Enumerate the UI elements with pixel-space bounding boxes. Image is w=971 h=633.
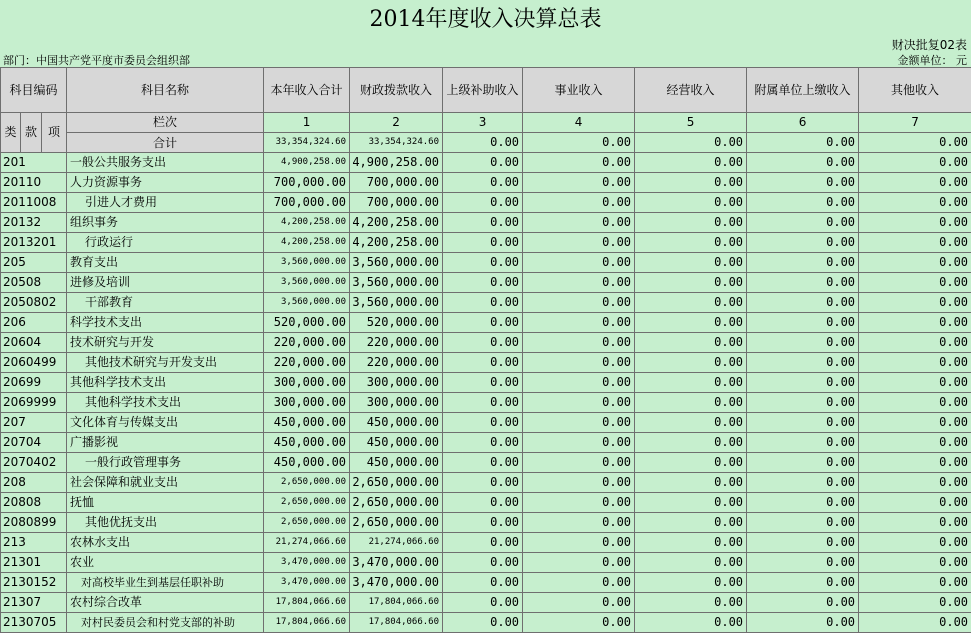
- amount-zero: 0.00: [443, 513, 523, 533]
- subject-name: 引进人才费用: [67, 193, 264, 213]
- amount-zero: 0.00: [635, 593, 747, 613]
- amount-zero: 0.00: [747, 153, 859, 173]
- amount-zero: 0.00: [523, 413, 635, 433]
- column-number-1: 1: [264, 113, 350, 133]
- amount-zero: 0.00: [443, 593, 523, 613]
- subject-name: 广播影视: [67, 433, 264, 453]
- amount-zero: 0.00: [523, 453, 635, 473]
- table-row: [1, 153, 971, 173]
- amount-zero: 0.00: [635, 173, 747, 193]
- amount-zero: 0.00: [859, 413, 971, 433]
- total-zero: 0.00: [443, 133, 523, 153]
- amount-zero: 0.00: [443, 433, 523, 453]
- amount-zero: 0.00: [523, 313, 635, 333]
- column-number-4: 4: [523, 113, 635, 133]
- subject-code: 2011008: [1, 193, 67, 213]
- subject-code: 2060499: [1, 353, 67, 373]
- amount-zero: 0.00: [523, 153, 635, 173]
- column-number-3: 3: [443, 113, 523, 133]
- amount-zero: 0.00: [635, 533, 747, 553]
- amount-total: 3,470,000.00: [264, 573, 350, 593]
- subject-code: 2050802: [1, 293, 67, 313]
- amount-fiscal: 450,000.00: [350, 413, 443, 433]
- subject-code: 21301: [1, 553, 67, 573]
- subject-code: 20508: [1, 273, 67, 293]
- amount-zero: 0.00: [523, 233, 635, 253]
- amount-zero: 0.00: [859, 433, 971, 453]
- table-row: [1, 333, 971, 353]
- form-code: 财决批复02表: [891, 38, 967, 52]
- amount-zero: 0.00: [443, 233, 523, 253]
- amount-zero: 0.00: [635, 513, 747, 533]
- amount-zero: 0.00: [859, 453, 971, 473]
- total-label: 合计: [67, 133, 264, 153]
- amount-zero: 0.00: [635, 573, 747, 593]
- amount-zero: 0.00: [443, 473, 523, 493]
- subject-code: 2130152: [1, 573, 67, 593]
- subject-code: 205: [1, 253, 67, 273]
- amount-zero: 0.00: [859, 193, 971, 213]
- subject-name: 对村民委员会和村党支部的补助: [67, 613, 264, 633]
- table-row: [1, 193, 971, 213]
- table-row: [1, 353, 971, 373]
- subject-name: 其他优抚支出: [67, 513, 264, 533]
- amount-zero: 0.00: [635, 333, 747, 353]
- subject-name: 干部教育: [67, 293, 264, 313]
- total-zero: 0.00: [635, 133, 747, 153]
- amount-zero: 0.00: [635, 453, 747, 473]
- subject-code: 206: [1, 313, 67, 333]
- amount-zero: 0.00: [443, 313, 523, 333]
- amount-fiscal: 300,000.00: [350, 373, 443, 393]
- amount-total: 450,000.00: [264, 433, 350, 453]
- amount-total: 450,000.00: [264, 453, 350, 473]
- amount-zero: 0.00: [747, 553, 859, 573]
- subject-name: 一般公共服务支出: [67, 153, 264, 173]
- amount-zero: 0.00: [859, 533, 971, 553]
- amount-zero: 0.00: [443, 373, 523, 393]
- amount-total: 700,000.00: [264, 193, 350, 213]
- amount-zero: 0.00: [859, 313, 971, 333]
- amount-total: 4,900,258.00: [264, 153, 350, 173]
- amount-zero: 0.00: [523, 553, 635, 573]
- subject-code: 20699: [1, 373, 67, 393]
- table-row: [1, 273, 971, 293]
- header-col-2: 财政拨款收入: [350, 68, 443, 113]
- header-subject-name: 科目名称: [67, 68, 264, 113]
- subject-name: 对高校毕业生到基层任职补助: [67, 573, 264, 593]
- amount-zero: 0.00: [859, 573, 971, 593]
- amount-zero: 0.00: [747, 413, 859, 433]
- amount-fiscal: 3,560,000.00: [350, 273, 443, 293]
- amount-zero: 0.00: [523, 393, 635, 413]
- amount-zero: 0.00: [747, 453, 859, 473]
- table-row: [1, 233, 971, 253]
- amount-zero: 0.00: [859, 473, 971, 493]
- amount-total: 300,000.00: [264, 393, 350, 413]
- amount-fiscal: 4,200,258.00: [350, 213, 443, 233]
- header-col-3: 上级补助收入: [443, 68, 523, 113]
- amount-zero: 0.00: [523, 533, 635, 553]
- amount-zero: 0.00: [859, 253, 971, 273]
- income-table: [0, 67, 971, 633]
- amount-zero: 0.00: [859, 373, 971, 393]
- amount-zero: 0.00: [859, 153, 971, 173]
- amount-zero: 0.00: [747, 233, 859, 253]
- amount-total: 2,650,000.00: [264, 493, 350, 513]
- total-zero: 0.00: [523, 133, 635, 153]
- table-row: [1, 293, 971, 313]
- unit-label: 金额单位： 元: [897, 54, 967, 67]
- subject-code: 213: [1, 533, 67, 553]
- column-number-7: 7: [859, 113, 971, 133]
- amount-total: 21,274,066.60: [264, 533, 350, 553]
- amount-fiscal: 700,000.00: [350, 173, 443, 193]
- total-c1: 33,354,324.60: [264, 133, 350, 153]
- amount-zero: 0.00: [523, 593, 635, 613]
- amount-zero: 0.00: [523, 253, 635, 273]
- amount-zero: 0.00: [523, 573, 635, 593]
- amount-zero: 0.00: [443, 173, 523, 193]
- subject-name: 抚恤: [67, 493, 264, 513]
- amount-zero: 0.00: [635, 293, 747, 313]
- total-zero: 0.00: [859, 133, 971, 153]
- amount-zero: 0.00: [523, 473, 635, 493]
- amount-zero: 0.00: [747, 253, 859, 273]
- amount-zero: 0.00: [747, 613, 859, 633]
- amount-total: 450,000.00: [264, 413, 350, 433]
- amount-fiscal: 17,804,066.60: [350, 593, 443, 613]
- amount-zero: 0.00: [859, 553, 971, 573]
- table-row: [1, 613, 971, 633]
- amount-zero: 0.00: [859, 353, 971, 373]
- amount-total: 220,000.00: [264, 333, 350, 353]
- amount-zero: 0.00: [859, 333, 971, 353]
- amount-fiscal: 17,804,066.60: [350, 613, 443, 633]
- amount-total: 4,200,258.00: [264, 213, 350, 233]
- amount-zero: 0.00: [443, 253, 523, 273]
- amount-total: 700,000.00: [264, 173, 350, 193]
- column-number-5: 5: [635, 113, 747, 133]
- amount-zero: 0.00: [635, 393, 747, 413]
- amount-zero: 0.00: [443, 193, 523, 213]
- amount-fiscal: 450,000.00: [350, 433, 443, 453]
- amount-total: 3,560,000.00: [264, 253, 350, 273]
- subject-code: 20132: [1, 213, 67, 233]
- amount-zero: 0.00: [635, 233, 747, 253]
- amount-total: 3,560,000.00: [264, 273, 350, 293]
- header-col-5: 经营收入: [635, 68, 747, 113]
- amount-zero: 0.00: [635, 473, 747, 493]
- table-row: [1, 493, 971, 513]
- amount-zero: 0.00: [747, 533, 859, 553]
- subject-code: 208: [1, 473, 67, 493]
- column-number-6: 6: [747, 113, 859, 133]
- amount-fiscal: 220,000.00: [350, 333, 443, 353]
- amount-zero: 0.00: [635, 413, 747, 433]
- amount-zero: 0.00: [443, 293, 523, 313]
- subject-code: 20808: [1, 493, 67, 513]
- amount-zero: 0.00: [859, 233, 971, 253]
- amount-zero: 0.00: [523, 513, 635, 533]
- amount-total: 520,000.00: [264, 313, 350, 333]
- amount-zero: 0.00: [635, 273, 747, 293]
- amount-zero: 0.00: [443, 533, 523, 553]
- header-col-7: 其他收入: [859, 68, 971, 113]
- header-subject-code: 科目编码: [1, 68, 67, 113]
- amount-fiscal: 2,650,000.00: [350, 493, 443, 513]
- amount-fiscal: 700,000.00: [350, 193, 443, 213]
- amount-zero: 0.00: [523, 213, 635, 233]
- department-label: 部门：中国共产党平度市委员会组织部: [3, 54, 190, 67]
- subject-name: 人力资源事务: [67, 173, 264, 193]
- amount-zero: 0.00: [443, 333, 523, 353]
- amount-zero: 0.00: [747, 333, 859, 353]
- amount-fiscal: 2,650,000.00: [350, 473, 443, 493]
- amount-zero: 0.00: [443, 573, 523, 593]
- amount-fiscal: 3,560,000.00: [350, 253, 443, 273]
- subject-name: 农业: [67, 553, 264, 573]
- subject-name: 文化体育与传媒支出: [67, 413, 264, 433]
- amount-zero: 0.00: [859, 173, 971, 193]
- header-col-1: 本年收入合计: [264, 68, 350, 113]
- subject-name: 科学技术支出: [67, 313, 264, 333]
- amount-zero: 0.00: [523, 373, 635, 393]
- subject-code: 2013201: [1, 233, 67, 253]
- table-row: [1, 413, 971, 433]
- amount-zero: 0.00: [523, 193, 635, 213]
- header-lei: 类: [1, 113, 21, 153]
- amount-total: 17,804,066.60: [264, 593, 350, 613]
- amount-zero: 0.00: [859, 213, 971, 233]
- table-row: [1, 433, 971, 453]
- amount-zero: 0.00: [747, 473, 859, 493]
- amount-zero: 0.00: [635, 353, 747, 373]
- table-row: [1, 453, 971, 473]
- amount-total: 2,650,000.00: [264, 473, 350, 493]
- amount-zero: 0.00: [747, 173, 859, 193]
- total-c2: 33,354,324.60: [350, 133, 443, 153]
- amount-zero: 0.00: [443, 393, 523, 413]
- subject-name: 行政运行: [67, 233, 264, 253]
- subject-name: 一般行政管理事务: [67, 453, 264, 473]
- amount-fiscal: 21,274,066.60: [350, 533, 443, 553]
- amount-zero: 0.00: [443, 353, 523, 373]
- header-lanci: 栏次: [67, 113, 264, 133]
- header-col-4: 事业收入: [523, 68, 635, 113]
- amount-zero: 0.00: [635, 313, 747, 333]
- amount-fiscal: 4,900,258.00: [350, 153, 443, 173]
- subject-name: 农村综合改革: [67, 593, 264, 613]
- amount-total: 3,470,000.00: [264, 553, 350, 573]
- amount-zero: 0.00: [859, 273, 971, 293]
- table-row: [1, 533, 971, 553]
- amount-fiscal: 3,560,000.00: [350, 293, 443, 313]
- amount-fiscal: 3,470,000.00: [350, 573, 443, 593]
- amount-zero: 0.00: [747, 573, 859, 593]
- amount-zero: 0.00: [747, 193, 859, 213]
- amount-zero: 0.00: [443, 213, 523, 233]
- table-row: [1, 253, 971, 273]
- amount-zero: 0.00: [443, 413, 523, 433]
- amount-fiscal: 520,000.00: [350, 313, 443, 333]
- subject-name: 其他技术研究与开发支出: [67, 353, 264, 373]
- report-title: 2014年度收入决算总表: [369, 7, 602, 32]
- amount-fiscal: 300,000.00: [350, 393, 443, 413]
- amount-zero: 0.00: [635, 433, 747, 453]
- total-zero: 0.00: [747, 133, 859, 153]
- amount-zero: 0.00: [443, 153, 523, 173]
- table-row: [1, 313, 971, 333]
- table-row: [1, 213, 971, 233]
- subject-code: 201: [1, 153, 67, 173]
- amount-zero: 0.00: [523, 333, 635, 353]
- table-row: [1, 393, 971, 413]
- amount-total: 220,000.00: [264, 353, 350, 373]
- subject-code: 20604: [1, 333, 67, 353]
- amount-zero: 0.00: [523, 293, 635, 313]
- amount-zero: 0.00: [635, 193, 747, 213]
- amount-zero: 0.00: [859, 513, 971, 533]
- amount-fiscal: 220,000.00: [350, 353, 443, 373]
- amount-fiscal: 2,650,000.00: [350, 513, 443, 533]
- amount-zero: 0.00: [747, 273, 859, 293]
- amount-zero: 0.00: [859, 293, 971, 313]
- subject-code: 2130705: [1, 613, 67, 633]
- subject-name: 技术研究与开发: [67, 333, 264, 353]
- amount-total: 17,804,066.60: [264, 613, 350, 633]
- amount-fiscal: 3,470,000.00: [350, 553, 443, 573]
- subject-code: 2069999: [1, 393, 67, 413]
- amount-zero: 0.00: [635, 153, 747, 173]
- amount-zero: 0.00: [635, 553, 747, 573]
- subject-name: 其他科学技术支出: [67, 373, 264, 393]
- amount-zero: 0.00: [747, 433, 859, 453]
- amount-zero: 0.00: [635, 213, 747, 233]
- amount-fiscal: 450,000.00: [350, 453, 443, 473]
- amount-zero: 0.00: [443, 613, 523, 633]
- amount-zero: 0.00: [747, 353, 859, 373]
- subject-name: 其他科学技术支出: [67, 393, 264, 413]
- subject-code: 2080899: [1, 513, 67, 533]
- amount-zero: 0.00: [747, 493, 859, 513]
- amount-zero: 0.00: [443, 273, 523, 293]
- amount-zero: 0.00: [443, 493, 523, 513]
- amount-zero: 0.00: [523, 173, 635, 193]
- amount-zero: 0.00: [635, 613, 747, 633]
- table-row: [1, 593, 971, 613]
- subject-code: 21307: [1, 593, 67, 613]
- subject-code: 20704: [1, 433, 67, 453]
- subject-code: 207: [1, 413, 67, 433]
- amount-zero: 0.00: [747, 293, 859, 313]
- amount-zero: 0.00: [747, 593, 859, 613]
- amount-zero: 0.00: [635, 493, 747, 513]
- amount-zero: 0.00: [859, 493, 971, 513]
- amount-zero: 0.00: [523, 353, 635, 373]
- header-kuan: 款: [21, 113, 42, 153]
- table-row: [1, 513, 971, 533]
- column-number-2: 2: [350, 113, 443, 133]
- amount-total: 4,200,258.00: [264, 233, 350, 253]
- amount-zero: 0.00: [747, 513, 859, 533]
- table-row: [1, 173, 971, 193]
- table-row: [1, 473, 971, 493]
- amount-zero: 0.00: [859, 393, 971, 413]
- amount-zero: 0.00: [523, 613, 635, 633]
- subject-code: 20110: [1, 173, 67, 193]
- amount-zero: 0.00: [747, 313, 859, 333]
- amount-fiscal: 4,200,258.00: [350, 233, 443, 253]
- amount-total: 3,560,000.00: [264, 293, 350, 313]
- amount-total: 2,650,000.00: [264, 513, 350, 533]
- table-row: [1, 573, 971, 593]
- header-xiang: 项: [42, 113, 67, 153]
- table-row: [1, 373, 971, 393]
- header-col-6: 附属单位上缴收入: [747, 68, 859, 113]
- subject-name: 农林水支出: [67, 533, 264, 553]
- subject-name: 组织事务: [67, 213, 264, 233]
- amount-zero: 0.00: [443, 453, 523, 473]
- amount-zero: 0.00: [859, 613, 971, 633]
- amount-zero: 0.00: [859, 593, 971, 613]
- amount-zero: 0.00: [523, 273, 635, 293]
- amount-zero: 0.00: [635, 373, 747, 393]
- amount-zero: 0.00: [523, 433, 635, 453]
- amount-zero: 0.00: [747, 373, 859, 393]
- amount-total: 300,000.00: [264, 373, 350, 393]
- amount-zero: 0.00: [747, 213, 859, 233]
- subject-name: 教育支出: [67, 253, 264, 273]
- amount-zero: 0.00: [523, 493, 635, 513]
- amount-zero: 0.00: [443, 553, 523, 573]
- subject-code: 2070402: [1, 453, 67, 473]
- subject-name: 进修及培训: [67, 273, 264, 293]
- amount-zero: 0.00: [635, 253, 747, 273]
- table-row: [1, 553, 971, 573]
- subject-name: 社会保障和就业支出: [67, 473, 264, 493]
- amount-zero: 0.00: [747, 393, 859, 413]
